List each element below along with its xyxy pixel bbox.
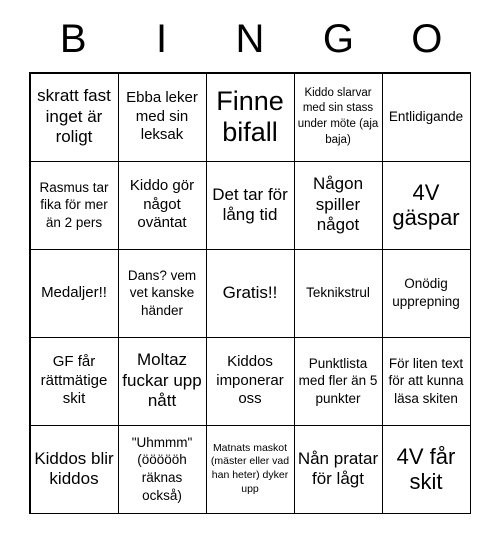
bingo-cell[interactable]: Finne bifall	[206, 73, 295, 162]
header-letter-o: O	[411, 16, 443, 61]
bingo-cell[interactable]: Rasmus tar fika för mer än 2 pers	[30, 161, 119, 250]
bingo-cell[interactable]: Kiddo slarvar med sin stass under möte (aja baja)	[294, 73, 383, 162]
header-letter-n: N	[235, 16, 265, 61]
bingo-cell[interactable]: Kiddos imponerar oss	[206, 337, 295, 426]
bingo-cell[interactable]: Teknikstrul	[294, 249, 383, 338]
bingo-cell[interactable]: Moltaz fuckar upp nått	[118, 337, 207, 426]
header-letter-g: G	[322, 16, 354, 61]
header-letter-i: I	[156, 16, 168, 61]
bingo-cell[interactable]: Kiddo gör något oväntat	[118, 161, 207, 250]
bingo-cell[interactable]: Medaljer!!	[30, 249, 119, 338]
bingo-cell[interactable]: Kiddos blir kiddos	[30, 425, 119, 514]
bingo-cell[interactable]: GF får rättmätige skit	[30, 337, 119, 426]
bingo-cell[interactable]: Entlidigande	[382, 73, 471, 162]
bingo-cell[interactable]: "Uhmmm" (öööööh räknas också)	[118, 425, 207, 514]
bingo-cell[interactable]: 4V får skit	[382, 425, 471, 514]
bingo-cell[interactable]: Onödig upprepning	[382, 249, 471, 338]
bingo-header	[29, 0, 471, 72]
bingo-cell[interactable]: Nån pratar för lågt	[294, 425, 383, 514]
bingo-cell[interactable]: Ebba leker med sin leksak	[118, 73, 207, 162]
bingo-cell[interactable]: Dans? vem vet kanske händer	[118, 249, 207, 338]
bingo-cell[interactable]: Gratis!!	[206, 249, 295, 338]
header-letter-b: B	[59, 16, 87, 61]
bingo-cell[interactable]: Någon spiller något	[294, 161, 383, 250]
bingo-cell[interactable]: För liten text för att kunna läsa skiten	[382, 337, 471, 426]
bingo-cell[interactable]: Punktlista med fler än 5 punkter	[294, 337, 383, 426]
bingo-cell[interactable]: 4V gäspar	[382, 161, 471, 250]
bingo-cell[interactable]: Matnats maskot (mäster eller vad han heter) dyker upp	[206, 425, 295, 514]
bingo-cell[interactable]: Det tar för lång tid	[206, 161, 295, 250]
bingo-grid	[29, 72, 471, 514]
bingo-cell[interactable]: skratt fast inget är roligt	[30, 73, 119, 162]
